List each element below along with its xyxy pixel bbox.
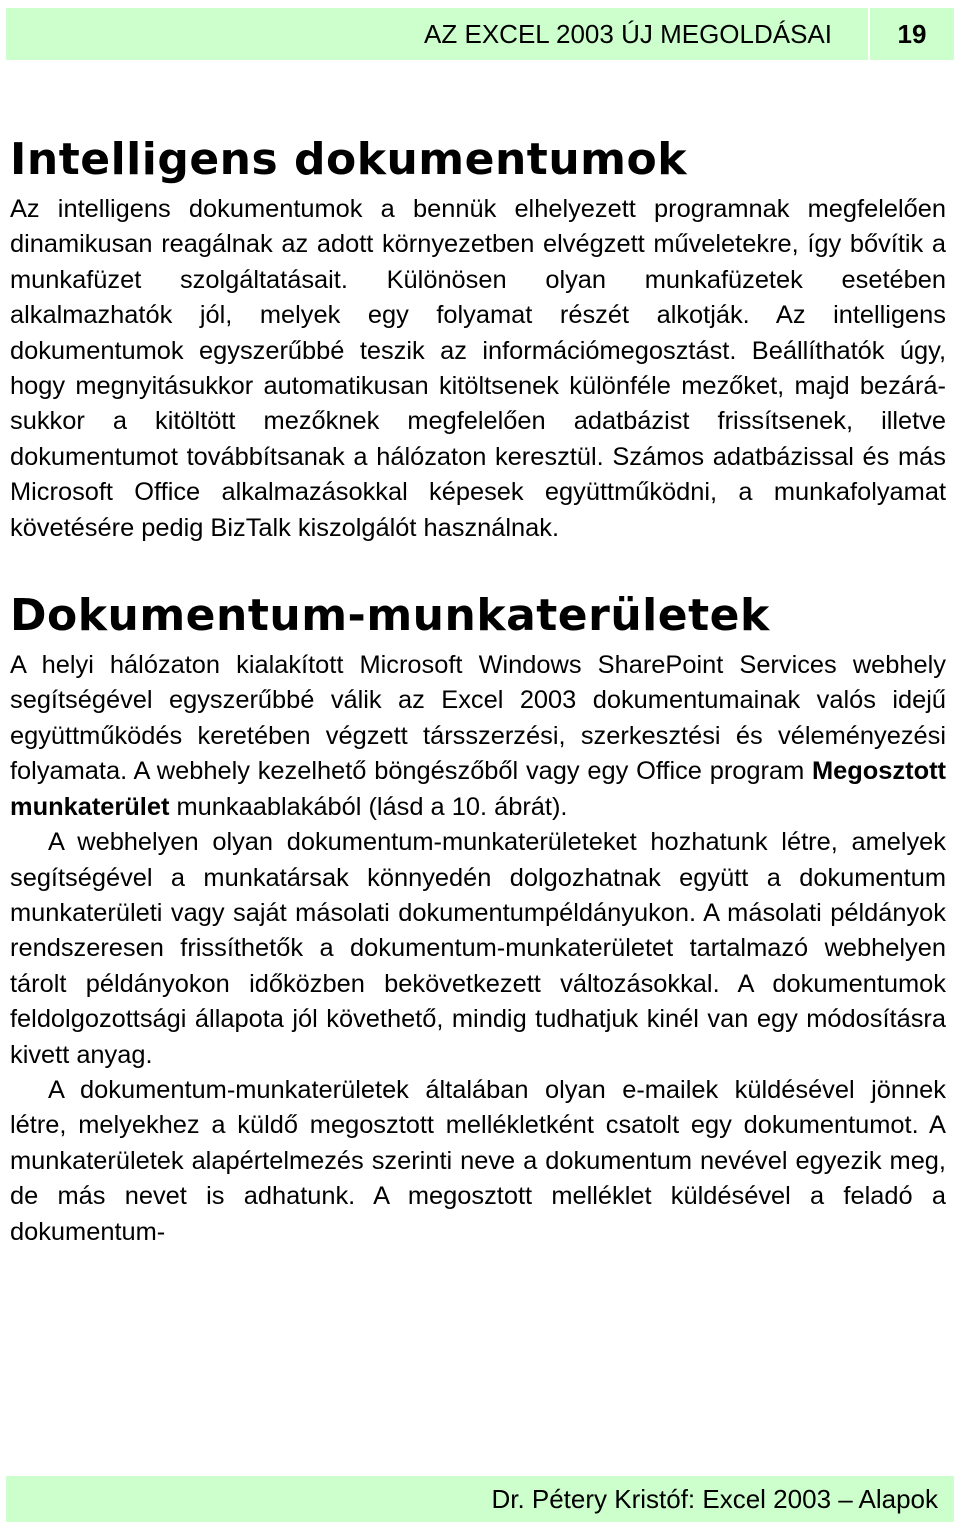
- paragraph-text: munkaablakából (lásd a 10. ábrát).: [169, 792, 568, 821]
- bold-term-shared-workspace: Megosztott munkaterület: [10, 757, 946, 821]
- paragraph-workspaces-3: A dokumentum-munkaterületek általában olyan e-mailek küldésével jönnek létre, melyekhez a küldő megosztott mellékletként csatolt egy dokumentumot. A munkaterületek alapértelmezés szerinti neve a dokumentum nevével egyezik meg, de más nevet is adhatunk. A megosztott melléklet küldésével a feladó a dokumentum-: [10, 1075, 946, 1246]
- section-heading-intelligent-documents: Intelligens dokumentumok: [10, 134, 688, 185]
- paragraph-workspaces-2: A webhelyen olyan dokumentum-munkaterületeket hozhatunk létre, amelyek segítségével a munkatársak könnyedén dolgozhatnak együtt a dokumentum munkaterületi vagy saját másolati dokumentumpéldányukon. A másolati példányok rendszeresen frissíthetők a dokumentum-munkaterületet tartalmazó webhelyen tárolt példányokon időközben bekövetkezett változásokkal. A dokumentumok feldolgozottsági állapota jól követhető, mindig tudhatjuk kinél van egy módosításra kivett anyag.: [10, 828, 946, 1069]
- section-heading-document-workspaces: Dokumentum-munkaterületek: [10, 590, 770, 642]
- footer-author-title: Dr. Pétery Kristóf: Excel 2003 – Alapok: [491, 1483, 938, 1514]
- page-body: [10, 128, 946, 1250]
- paragraph-workspaces-1: [10, 648, 946, 825]
- page-footer: [6, 1476, 954, 1522]
- running-title: AZ EXCEL 2003 ÚJ MEGOLDÁSAI: [424, 19, 832, 49]
- page-header: [6, 8, 954, 60]
- paragraph-intelligent-documents: Az intelligens dokumentumok a bennük elhelyezett programnak megfelelően dinamikusan reagálnak az adott környezetben elvégzett műveletekre, így bővítik a munkafüzet szolgáltatásait. Különösen olyan munkafüzetek esetében alkalmazhatók jól, melyek egy folyamat részét alkotják. Az intelligens dokumentumok egyszerűbbé teszik az információmegosztást. Beállíthatók úgy, hogy megnyitásukkor automatikusan kitöltsenek különféle mezőket, majd bezárásukkor a kitöltött mezőknek megfelelően adatbázist frissítsenek, illetve dokumentumot továbbítsanak a hálózaton keresztül. Számos adatbázissal és más Microsoft Office alkalmazásokkal képesek együttműködni, a munkafolyamat követésére pedig BizTalk kiszolgálót használnak.: [10, 195, 946, 542]
- paragraph-text: A helyi hálózaton kialakított Microsoft Windows SharePoint Services webhely segítségével egyszerűbbé válik az Excel 2003 dokumentumainak valós idejű együttműködés keretében végzett társszerzési, szerkesztési és véleményezési folyamata. A webhely kezelhető böngészőből vagy egy Office program: [10, 651, 946, 786]
- page-number: 19: [897, 19, 927, 49]
